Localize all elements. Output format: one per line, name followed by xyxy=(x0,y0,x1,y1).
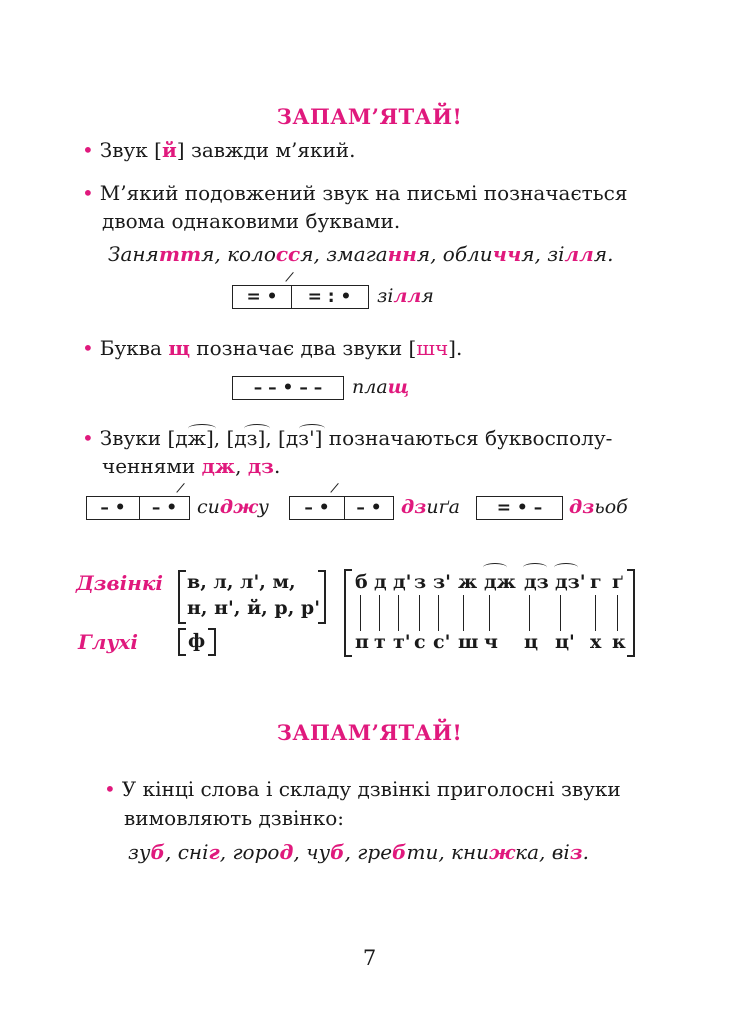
bullet-3-letter: щ xyxy=(168,336,190,360)
pair-line xyxy=(463,595,464,631)
bullet-2-line2: двома однаковими буквами. xyxy=(102,209,401,233)
bullet-3-text-end: ]. xyxy=(448,336,463,360)
bracket xyxy=(344,569,352,657)
voiceless-consonant: х xyxy=(590,631,602,653)
bullet-dot: • xyxy=(82,426,94,450)
affricate-arc xyxy=(188,424,216,433)
bullet-5-line2: вимовляють дзвінко: xyxy=(124,806,344,830)
bullet-dot: • xyxy=(104,777,116,801)
example-word xyxy=(108,242,227,266)
bullet-3-text-mid: позначає два звуки [ xyxy=(189,336,417,360)
pair-line xyxy=(617,595,618,631)
word-part: я, xyxy=(201,242,228,266)
example-word xyxy=(443,242,547,266)
stress-mark xyxy=(176,483,185,493)
bullet-1 xyxy=(82,138,356,162)
voiceless-consonant: к xyxy=(612,631,626,653)
word-part: кни xyxy=(451,840,490,864)
highlighted-letters: б xyxy=(330,840,345,864)
word-part: я, xyxy=(521,242,548,266)
pair-line xyxy=(489,595,490,631)
highlighted-letters: г xyxy=(208,840,220,864)
scheme-syllable: – • xyxy=(304,498,330,518)
bracket xyxy=(208,628,216,656)
scheme-box-2 xyxy=(232,376,344,400)
affricate-arc xyxy=(244,424,270,433)
scheme-syllable: = : • xyxy=(291,286,367,308)
word-part: гре xyxy=(357,840,393,864)
scheme-box-1 xyxy=(232,285,369,309)
word-part: коло xyxy=(227,242,276,266)
scheme-syllable: = • xyxy=(246,287,278,307)
voiceless-label: Глухі xyxy=(78,630,138,654)
voiced-consonant: з xyxy=(414,571,427,593)
word-part: чу xyxy=(306,840,331,864)
bullet-1-letter: й xyxy=(161,138,177,162)
pair-line xyxy=(595,595,596,631)
word-part: обли xyxy=(442,242,493,266)
bullet-dot: • xyxy=(82,336,94,360)
scheme-box-3 xyxy=(86,496,190,520)
word-part: , xyxy=(164,840,178,864)
voiceless-consonant: т xyxy=(374,631,386,653)
pair-line xyxy=(560,595,561,631)
voiced-label: Дзвінкі xyxy=(76,571,163,595)
stress-mark xyxy=(285,272,294,282)
section2-heading: ЗАПАМ’ЯТАЙ! xyxy=(276,720,463,745)
highlighted-letters: чч xyxy=(492,242,522,266)
scheme-box-4 xyxy=(289,496,394,520)
word-part: . xyxy=(582,840,589,864)
highlighted-letters: д xyxy=(279,840,294,864)
scheme-box-5 xyxy=(476,496,563,520)
voiceless-unpaired: ф xyxy=(188,630,206,652)
voiced-consonant: б xyxy=(355,571,368,593)
word-part: Заня xyxy=(108,242,159,266)
highlighted-letters: б xyxy=(150,840,165,864)
scheme-word-3: сиджу xyxy=(197,496,269,518)
voiceless-consonant: т' xyxy=(393,631,411,653)
scheme-word-5: дзьоб xyxy=(569,496,628,518)
voiceless-consonant: ш xyxy=(458,631,479,653)
highlighted-letters: сс xyxy=(275,242,301,266)
word-part: зу xyxy=(128,840,151,864)
pair-line xyxy=(419,595,420,631)
bullet-4-line2: ченнями дж, дз. xyxy=(102,454,281,478)
voiceless-consonant: ц' xyxy=(555,631,575,653)
word-part: , xyxy=(344,840,358,864)
highlighted-letters: нн xyxy=(387,242,417,266)
word-part: ка, xyxy=(515,840,552,864)
bracket xyxy=(178,628,186,656)
scheme-syllable: – – • – – xyxy=(253,378,323,398)
word-part: , xyxy=(219,840,233,864)
stress-mark xyxy=(330,483,339,493)
bullet-5-line1: У кінці слова і складу дзвінкі приголосні звуки xyxy=(121,777,621,801)
double-letter-examples xyxy=(108,242,613,266)
bullet-2 xyxy=(82,181,627,205)
example-word xyxy=(547,242,613,266)
bullet-dot: • xyxy=(82,181,94,205)
scheme-word-1: зілля xyxy=(377,285,434,307)
bracket xyxy=(627,569,635,657)
bracket xyxy=(178,570,186,624)
word-part: змага xyxy=(326,242,388,266)
scheme-syllable: – • xyxy=(139,497,189,519)
highlighted-letters: з xyxy=(569,840,583,864)
bullet-5 xyxy=(104,777,621,801)
highlighted-letters: ж xyxy=(489,840,516,864)
voiced-unpaired-row2: н, н', й, р, р' xyxy=(187,597,321,619)
affricate-arc xyxy=(299,424,325,433)
voiced-consonant: г xyxy=(590,571,602,593)
voiceless-consonant: ц xyxy=(524,631,539,653)
voiceless-consonant: п xyxy=(355,631,369,653)
pair-line xyxy=(360,595,361,631)
highlighted-letters: б xyxy=(392,840,407,864)
word-part: ти, xyxy=(406,840,452,864)
word-part: сні xyxy=(177,840,209,864)
example-word xyxy=(232,840,306,864)
bullet-3 xyxy=(82,336,462,360)
word-part: я. xyxy=(593,242,614,266)
voiced-examples xyxy=(128,840,589,864)
voiced-consonant: ґ xyxy=(612,571,624,593)
voiced-consonant: дз' xyxy=(555,571,586,593)
word-part: я, xyxy=(300,242,327,266)
word-part: я, xyxy=(416,242,443,266)
voiced-consonant: дз xyxy=(524,571,549,593)
word-part: зі xyxy=(547,242,565,266)
word-part: горо xyxy=(232,840,280,864)
bullet-3-text: Буква xyxy=(99,336,169,360)
example-word xyxy=(128,840,178,864)
page-number: 7 xyxy=(362,946,377,970)
scheme-syllable: – • xyxy=(344,497,393,519)
example-word xyxy=(326,242,443,266)
affricate-arc xyxy=(554,563,578,572)
voiced-unpaired-row1: в, л, л', м, xyxy=(187,571,296,593)
word-part: ві xyxy=(551,840,570,864)
voiceless-consonant: ч xyxy=(484,631,498,653)
voiced-consonant: д' xyxy=(393,571,412,593)
bullet-4-line1: Звуки [дж], [дз], [дз'] позначаються буквосполу- xyxy=(99,426,613,450)
affricate-arc xyxy=(483,563,507,572)
voiced-consonant: дж xyxy=(484,571,516,593)
pair-line xyxy=(529,595,530,631)
section1-heading: ЗАПАМ’ЯТАЙ! xyxy=(276,104,463,129)
bullet-1-text-end: ] завжди м’який. xyxy=(176,138,356,162)
bullet-dot: • xyxy=(82,138,94,162)
scheme-syllable: – • xyxy=(100,498,126,518)
example-word xyxy=(357,840,451,864)
word-part: , xyxy=(293,840,307,864)
example-word xyxy=(178,840,233,864)
affricate-arc xyxy=(523,563,547,572)
pair-line xyxy=(398,595,399,631)
highlighted-letters: лл xyxy=(564,242,594,266)
example-word xyxy=(306,840,357,864)
voiced-consonant: з' xyxy=(433,571,451,593)
bullet-3-sound: шч xyxy=(416,336,449,360)
bullet-1-text: Звук [ xyxy=(99,138,162,162)
voiceless-consonant: с' xyxy=(433,631,451,653)
scheme-syllable: = • – xyxy=(496,498,543,518)
example-word xyxy=(227,242,326,266)
scheme-word-2: плащ xyxy=(352,376,410,398)
bullet-2-line1: М’який подовжений звук на письмі позначається xyxy=(99,181,628,205)
example-word xyxy=(451,840,552,864)
highlighted-letters: тт xyxy=(158,242,202,266)
voiceless-consonant: с xyxy=(414,631,426,653)
pair-line xyxy=(438,595,439,631)
example-word xyxy=(552,840,589,864)
voiced-consonant: ж xyxy=(458,571,478,593)
bullet-4 xyxy=(82,426,612,450)
scheme-word-4: дзиґа xyxy=(401,496,460,518)
voiced-consonant: д xyxy=(374,571,387,593)
pair-line xyxy=(379,595,380,631)
